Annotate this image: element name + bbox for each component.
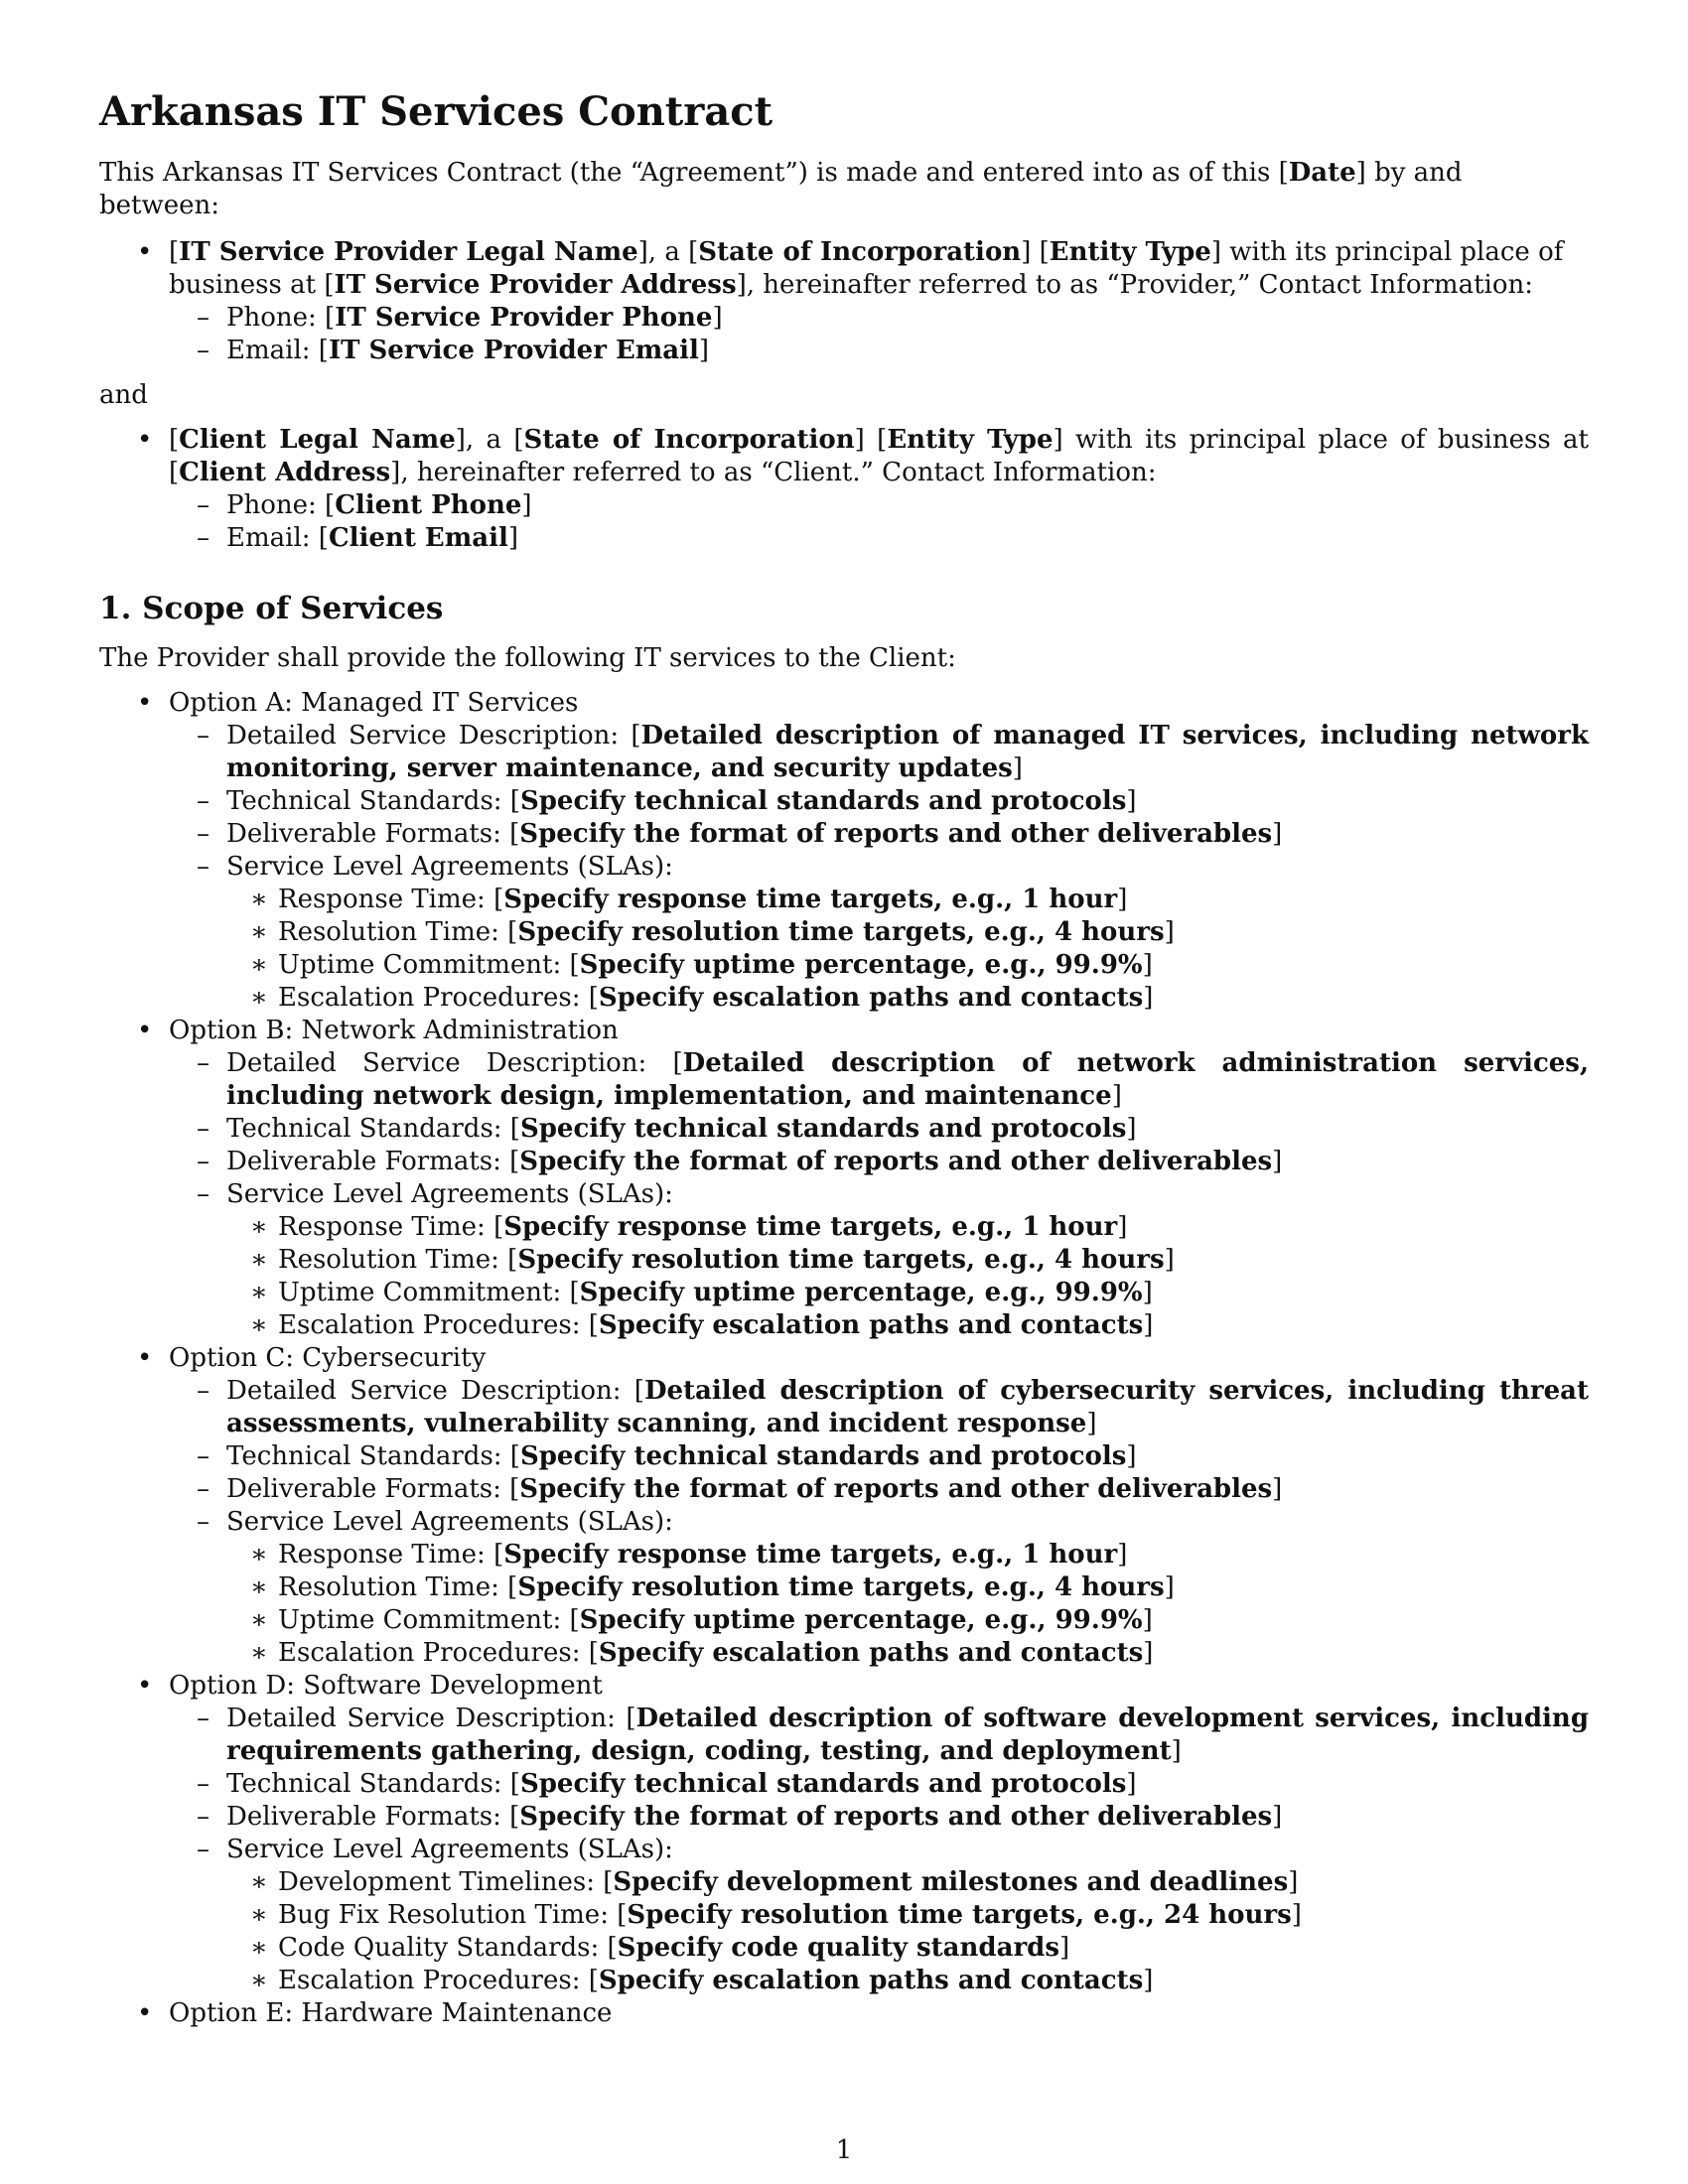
option-a-title: Option A: Managed IT Services	[169, 688, 579, 718]
option-c	[99, 1342, 1589, 1670]
provider-phone: – Phone: [IT Service Provider Phone]	[169, 302, 1589, 335]
client-party-list	[99, 424, 1589, 555]
option-e	[99, 1997, 1589, 2030]
client-entity: Entity Type	[887, 425, 1054, 455]
option-a-response: ∗ Response Time: [Specify response time targets, e.g., 1 hour]	[226, 884, 1589, 916]
client-phone: – Phone: [Client Phone]	[169, 489, 1589, 522]
option-a-tech: – Technical Standards: [Specify technical standards and protocols]	[169, 785, 1589, 818]
option-d-tech: – Technical Standards: [Specify technical standards and protocols]	[169, 1768, 1589, 1801]
option-c-resolution: ∗ Resolution Time: [Specify resolution time targets, e.g., 4 hours]	[226, 1571, 1589, 1604]
option-b-sla: – Service Level Agreements (SLAs): ∗ Response Time: [Specify response time targets, e.g., 1 hour] ∗ Resolution Time: [Specify resolution time targets, e.g., 4 hours] ∗ Uptime Commitment: [Specify uptime percentage, e.g., 99.9%] ∗ Escalation Procedures: [Specify escalation paths and contacts]	[169, 1178, 1589, 1342]
section-1-heading: 1. Scope of Services	[99, 591, 444, 626]
option-d-code-quality: ∗ Code Quality Standards: [Specify code quality standards]	[226, 1932, 1589, 1965]
service-options-list	[99, 687, 1589, 2030]
provider-address: IT Service Provider Address	[334, 270, 737, 300]
client-party: • [Client Legal Name], a [State of Incorporation] [Entity Type] with its principal place of business at [Client Address], hereinafter referred to as “Client.” Contact Information: – Phone: [Client Phone] – Email: [Client Email]	[99, 424, 1589, 555]
option-c-tech: – Technical Standards: [Specify technical standards and protocols]	[169, 1440, 1589, 1473]
intro-paragraph: This Arkansas IT Services Contract (the “Agreement”) is made and entered into as of this [Date] by and between:	[99, 158, 1463, 220]
option-c-sla: – Service Level Agreements (SLAs): ∗ Response Time: [Specify response time targets, e.g., 1 hour] ∗ Resolution Time: [Specify resolution time targets, e.g., 4 hours] ∗ Uptime Commitment: [Specify uptime percentage, e.g., 99.9%] ∗ Escalation Procedures: [Specify escalation paths and contacts]	[169, 1506, 1589, 1670]
option-d	[99, 1670, 1589, 1997]
provider-party-list	[99, 236, 1589, 367]
option-c-description: – Detailed Service Description: [Detailed description of cybersecurity services, including threat assessments, vulnerability scanning, and incident response]	[169, 1375, 1589, 1440]
option-b	[99, 1015, 1589, 1342]
option-c-title: Option C: Cybersecurity	[169, 1343, 487, 1373]
option-b-resolution: ∗ Resolution Time: [Specify resolution time targets, e.g., 4 hours]	[226, 1244, 1589, 1277]
option-c-response: ∗ Response Time: [Specify response time targets, e.g., 1 hour]	[226, 1539, 1589, 1571]
option-b-escalation: ∗ Escalation Procedures: [Specify escalation paths and contacts]	[226, 1309, 1589, 1342]
option-d-dev-timelines: ∗ Development Timelines: [Specify development milestones and deadlines]	[226, 1866, 1589, 1899]
provider-entity: Entity Type	[1049, 237, 1211, 267]
client-state: State of Incorporation	[523, 425, 855, 455]
option-c-escalation: ∗ Escalation Procedures: [Specify escalation paths and contacts]	[226, 1637, 1589, 1670]
provider-email: – Email: [IT Service Provider Email]	[169, 335, 1589, 367]
document-title: Arkansas IT Services Contract	[99, 88, 774, 135]
provider-party: • [IT Service Provider Legal Name], a [State of Incorporation] [Entity Type] with its principal place of business at [IT Service Provider Address], hereinafter referred to as “Provider,” Contact Information: – Phone: [IT Service Provider Phone] – Email: [IT Service Provider Email]	[99, 236, 1589, 367]
option-a-description: – Detailed Service Description: [Detailed description of managed IT services, including network monitoring, server maintenance, and security updates]	[169, 720, 1589, 785]
option-a-uptime: ∗ Uptime Commitment: [Specify uptime percentage, e.g., 99.9%]	[226, 949, 1589, 982]
services-intro: The Provider shall provide the following IT services to the Client:	[99, 643, 956, 673]
option-c-uptime: ∗ Uptime Commitment: [Specify uptime percentage, e.g., 99.9%]	[226, 1604, 1589, 1637]
provider-contact-list	[169, 302, 1589, 367]
option-d-sla: – Service Level Agreements (SLAs): ∗ Development Timelines: [Specify development milestones and deadlines] ∗ Bug Fix Resolution Time: [Specify resolution time targets, e.g., 24 hours] ∗ Code Quality Standards: [Specify code quality standards] ∗ Escalation Procedures: [Specify escalation paths and contacts]	[169, 1834, 1589, 1997]
option-a-sla: – Service Level Agreements (SLAs): ∗ Response Time: [Specify response time targets, e.g., 1 hour] ∗ Resolution Time: [Specify resolution time targets, e.g., 4 hours] ∗ Uptime Commitment: [Specify uptime percentage, e.g., 99.9%] ∗ Escalation Procedures: [Specify escalation paths and contacts]	[169, 851, 1589, 1015]
and-text: and	[99, 380, 148, 410]
option-d-escalation: ∗ Escalation Procedures: [Specify escalation paths and contacts]	[226, 1965, 1589, 1997]
option-e-title: Option E: Hardware Maintenance	[169, 1998, 613, 2028]
option-b-title: Option B: Network Administration	[169, 1016, 619, 1045]
option-d-deliverables: – Deliverable Formats: [Specify the format of reports and other deliverables]	[169, 1801, 1589, 1834]
provider-name: IT Service Provider Legal Name	[179, 237, 638, 267]
option-a-resolution: ∗ Resolution Time: [Specify resolution time targets, e.g., 4 hours]	[226, 916, 1589, 949]
option-b-response: ∗ Response Time: [Specify response time targets, e.g., 1 hour]	[226, 1211, 1589, 1244]
option-d-description: – Detailed Service Description: [Detailed description of software development services, including requirements gathering, design, coding, testing, and deployment]	[169, 1703, 1589, 1768]
client-address: Client Address	[179, 458, 391, 487]
option-b-description: – Detailed Service Description: [Detailed description of network administration services, including network design, implementation, and maintenance]	[169, 1047, 1589, 1113]
date-placeholder: Date	[1288, 158, 1356, 188]
contract-page	[99, 87, 1589, 2030]
option-b-uptime: ∗ Uptime Commitment: [Specify uptime percentage, e.g., 99.9%]	[226, 1277, 1589, 1309]
client-email: – Email: [Client Email]	[169, 522, 1589, 555]
option-c-deliverables: – Deliverable Formats: [Specify the format of reports and other deliverables]	[169, 1473, 1589, 1506]
provider-state: State of Incorporation	[698, 237, 1022, 267]
option-a-escalation: ∗ Escalation Procedures: [Specify escalation paths and contacts]	[226, 982, 1589, 1015]
option-d-bugfix: ∗ Bug Fix Resolution Time: [Specify resolution time targets, e.g., 24 hours]	[226, 1899, 1589, 1932]
option-a	[99, 687, 1589, 1015]
client-name: Client Legal Name	[179, 425, 456, 455]
option-a-deliverables: – Deliverable Formats: [Specify the format of reports and other deliverables]	[169, 818, 1589, 851]
option-b-deliverables: – Deliverable Formats: [Specify the format of reports and other deliverables]	[169, 1146, 1589, 1178]
option-d-title: Option D: Software Development	[169, 1671, 603, 1701]
client-contact-list	[169, 489, 1589, 555]
page-number: 1	[835, 2135, 853, 2165]
option-b-tech: – Technical Standards: [Specify technical standards and protocols]	[169, 1113, 1589, 1146]
